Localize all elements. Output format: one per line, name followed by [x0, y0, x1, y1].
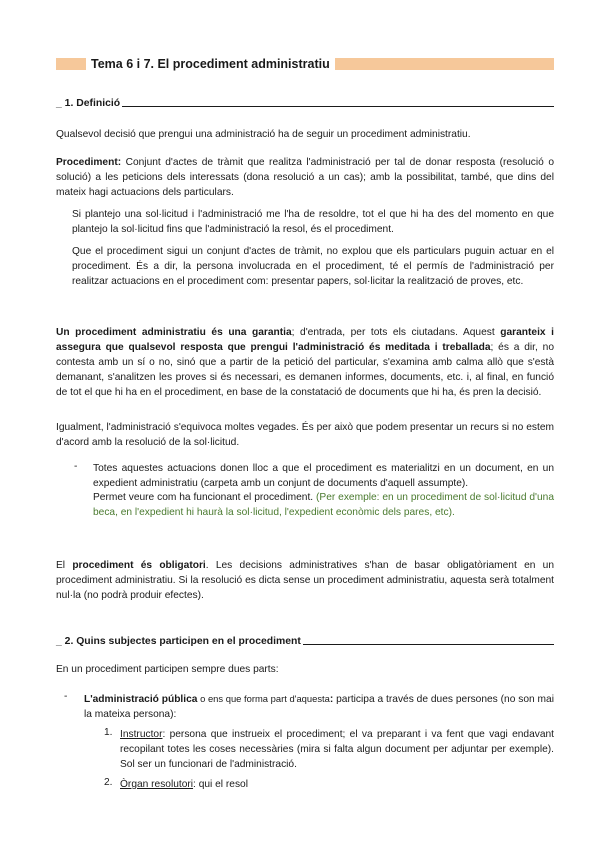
sub-item-1-number: 1. — [104, 727, 113, 738]
bullet-item-2 — [93, 490, 554, 520]
admin-item-small: o ens que forma part d'aquesta — [197, 693, 330, 704]
bullet-item-1: Totes aquestes actuacions donen lloc a que el procediment es materialitzi en un document, en un expedient administratiu (carpeta amb un conjunt de documents d'aquell assumpte). — [93, 463, 554, 489]
example-paragraph-2: Que el procediment sigui un conjunt d'actes de tràmit, no explou que els particulars puguin actuar en el procediment. És a dir, la persona involucrada en el procediment, té el permís de l'administració per realitzar actuacions en el procediment com: presentar papers, sol·licitar la realització de proves, etc. — [72, 246, 554, 287]
bullet-example: (Per exemple: en un procediment de sol·licitud d'una beca, en l'expedient hi haurà la sol·licitud, l'expedient econòmic dels pares, etc). — [93, 492, 554, 518]
garantia-bold-1: Un procediment administratiu és una garantia — [56, 327, 292, 338]
admin-item-text: participa a través de dues persones (no son mai la mateixa persona): — [84, 694, 554, 720]
intro-paragraph: Qualsevol decisió que prengui una administració ha de seguir un procediment administratiu. — [56, 129, 471, 140]
admin-item-colon: : — [329, 694, 334, 705]
section-2-heading-rule — [303, 644, 554, 645]
title-text: Tema 6 i 7. El procediment administratiu — [91, 56, 330, 71]
section-1-heading-rule — [122, 106, 554, 107]
admin-item-dash: - — [64, 691, 68, 702]
igualment-paragraph: Igualment, l'administració s'equivoca moltes vegades. És per això que podem presentar un recurs si no estem d'acord amb la resolució de la sol·licitud. — [56, 422, 554, 448]
organ-label: Òrgan resolutori — [120, 779, 194, 790]
sub-item-2-number: 2. — [104, 777, 113, 788]
bullet-dash: - — [74, 461, 78, 472]
instructor-text: : persona que instrueix el procediment; el va preparant i va fent que vagi endavant recopilant totes les coses necessàries (mira si falta algun document per adjuntar per exemple). Sol ser un funcionari de l'administració. — [120, 729, 554, 770]
organ-text: : qui el resol — [193, 779, 248, 790]
section-2-heading — [56, 636, 554, 647]
obligatori-bold: procediment és obligatori — [72, 560, 206, 571]
garantia-paragraph — [56, 325, 554, 400]
section-1-heading — [56, 98, 554, 109]
sub-item-2 — [120, 777, 554, 792]
obligatori-text-1: El — [56, 560, 73, 571]
document-title — [56, 55, 554, 72]
title-highlight-left — [56, 58, 86, 70]
obligatori-text-2: . Les decisions administratives s'han de basar obligatòriament en un procediment administratiu. Si la resolució es dicta sense un procediment administratiu, aquesta serà totalment nul·la (no podrà produir efectes). — [56, 560, 554, 601]
title-highlight-right — [335, 58, 554, 70]
obligatori-paragraph — [56, 558, 554, 603]
procediment-label: Procediment: — [56, 157, 122, 168]
procediment-text: Conjunt d'actes de tràmit que realitza l'administració per tal de donar resposta (resolució o solució) a les peticions dels interessats (dona resolució a un cas); amb la possibilitat, també, que dins del mateix hagi actuacions dels particulars. — [56, 157, 554, 198]
instructor-label: Instructor — [120, 729, 163, 740]
admin-item — [84, 691, 554, 722]
sub-item-1 — [120, 727, 554, 772]
section-1-heading-text: _ 1. Definició — [56, 98, 121, 109]
section-2-heading-text: _ 2. Quins subjectes participen en el procediment — [56, 636, 301, 647]
garantia-text-2: ; és a dir, no contesta amb un sí o no, sinó que a partir de la petició del particular, s'examina amb calma allò que s'està demanant, s'analitzen les proves si és necessari, es demanen informes, documents, etc. i, al final, en funció de tot el que hi ha en el procediment, en base de la constatació de documents que hi ha, és pren la decisió. — [56, 342, 555, 398]
procediment-definition — [56, 155, 554, 200]
example-paragraph-1: Si plantejo una sol·licitud i l'administració me l'ha de resoldre, tot el que hi ha des del momento en que plantejo la sol·licitud fins que l'administració la resol, és el procediment. — [72, 209, 554, 235]
section-2-intro: En un procediment participen sempre dues parts: — [56, 664, 279, 675]
garantia-bold-2: garanteix i assegura que qualsevol resposta que prengui l'administració és meditada i treballada — [56, 327, 554, 353]
garantia-text-1: ; d'entrada, per tots els ciutadans. Aquest — [291, 327, 501, 338]
admin-item-label: L'administració pública — [84, 694, 198, 705]
bullet-item-2-text: Permet veure com ha funcionant el procediment. — [93, 492, 317, 503]
